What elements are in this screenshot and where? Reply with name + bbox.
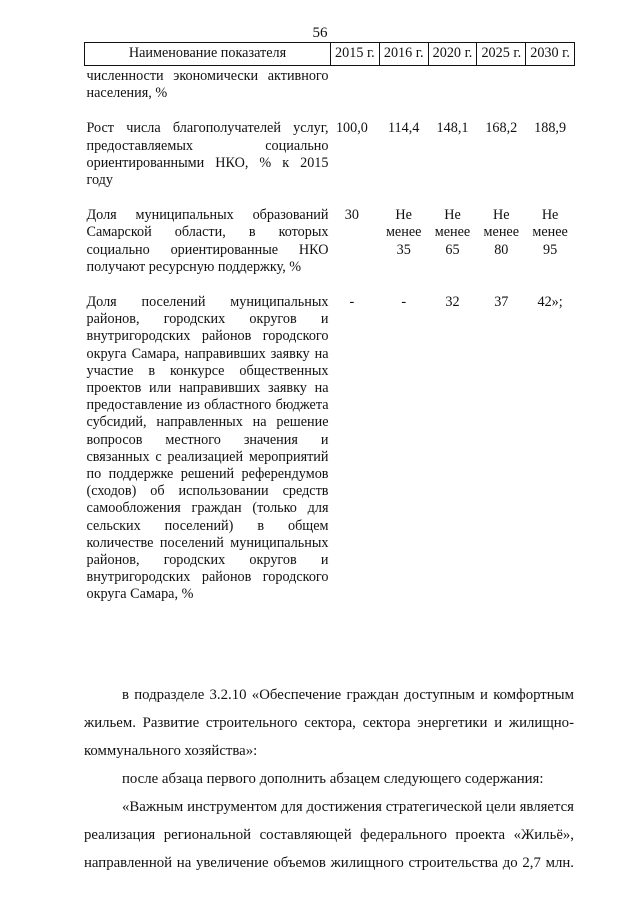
value-2016: - xyxy=(401,294,407,311)
value-2015: - xyxy=(349,294,355,311)
indicator-name: Доля поселений муниципальных районов, городских округов и внутригородских районов городского округа Самара, направивших заявку на участие в конкурсе общественных проектов или направивших заявку на предоставление из областного бюджета субсидий, направленных на решение вопросов местного значения и связанных с реализацией мероприятий по поддержке решений референдумов (сходов) об использовании средств самообложения граждан (только для сельских поселений) в общем количестве поселений муниципальных районов, городских округов и внутригородских районов городского округа Самара, % xyxy=(86,294,329,603)
header-year: 2015 г. xyxy=(331,43,380,66)
page-number: 56 xyxy=(312,25,328,41)
value-2025: Не менее 80 xyxy=(483,207,520,258)
value-2025: 168,2 xyxy=(485,120,518,137)
header-year: 2030 г. xyxy=(526,43,575,66)
indicators-table xyxy=(84,42,575,604)
table-header-row xyxy=(85,43,575,66)
body-text xyxy=(84,681,574,877)
value-2020: 148,1 xyxy=(436,120,469,137)
value-2020: Не менее 65 xyxy=(434,207,471,258)
indicator-name: Рост числа благополучателей услуг, предоставляемых социально ориентированными НКО, % к 2015 году xyxy=(86,120,329,189)
paragraph: в подразделе 3.2.10 «Обеспечение граждан доступным и комфортным жильем. Развитие строительного сектора, сектора энергетики и жилищно-коммунального хозяйства»: xyxy=(84,687,574,759)
value-2025: 37 xyxy=(494,294,509,311)
value-2016: 114,4 xyxy=(387,120,420,137)
header-year: 2020 г. xyxy=(428,43,477,66)
table-row xyxy=(85,120,575,207)
indicator-name: Доля муниципальных образований Самарской области, в которых социально ориентированные НКО получают ресурсную поддержку, % xyxy=(86,207,329,275)
value-2015: 30 xyxy=(344,207,359,224)
table-row xyxy=(85,207,575,294)
value-2015: 100,0 xyxy=(335,120,368,137)
header-year: 2025 г. xyxy=(477,43,526,66)
paragraph: «Важным инструментом для достижения стратегической цели является реализация региональной составляющей федерального проекта «Жильё», направленной на увеличение объемов жилищного строительства до 2,7 млн. xyxy=(84,799,574,871)
value-2030: 42»; xyxy=(537,294,563,311)
paragraph: после абзаца первого дополнить абзацем следующего содержания: xyxy=(122,771,544,787)
table-row xyxy=(85,66,575,121)
value-2016: Не менее 35 xyxy=(385,207,422,258)
header-indicator-name: Наименование показателя xyxy=(85,43,331,66)
indicator-name: численности экономически активного населения, % xyxy=(86,68,329,102)
value-2030: 188,9 xyxy=(534,120,567,137)
value-2020: 32 xyxy=(445,294,460,311)
table-row xyxy=(85,294,575,604)
value-2030: Не менее 95 xyxy=(532,207,568,258)
header-year: 2016 г. xyxy=(379,43,428,66)
